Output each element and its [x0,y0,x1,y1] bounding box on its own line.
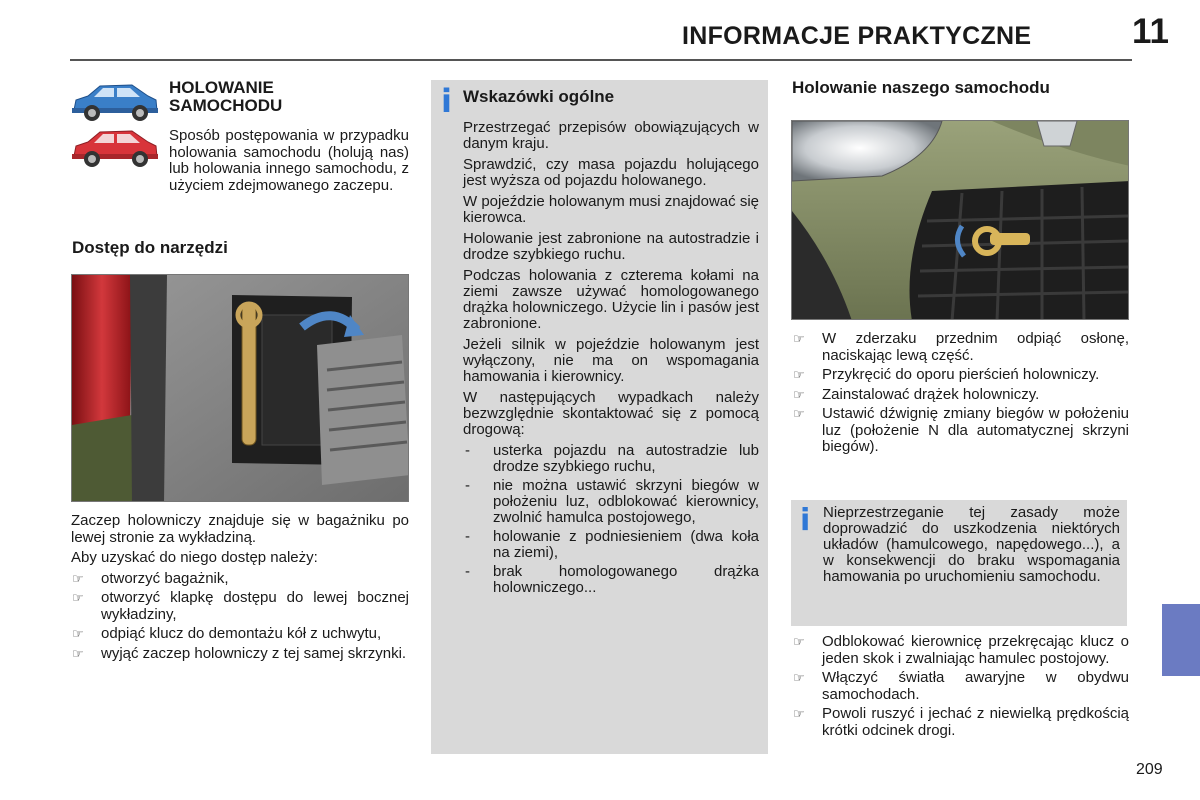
list-item: - nie można ustawić skrzyni biegów w położeniu luz, odblokować kierownicy, zwolnić hamulca postojowego, [465,477,759,526]
tip-paragraph: Holowanie jest zabronione na autostradzie i drodze szybkiego ruchu. [463,230,759,263]
tools-access-heading: Dostęp do narzędzi [72,238,228,257]
list-item: ☞ W zderzaku przednim odpiąć osłonę, naciskając lewą część. [793,330,1129,364]
general-tips-title: Wskazówki ogólne [463,87,615,106]
towing-own-car-heading: Holowanie naszego samochodu [792,78,1050,97]
tip-paragraph: Sprawdzić, czy masa pojazdu holującego jest wyższa od pojazdu holowanego. [463,156,759,189]
list-item: ☞ Powoli ruszyć i jechać z niewielką prędkością krótki odcinek drogi. [793,705,1129,739]
access-paragraph: Aby uzyskać do niego dostęp należy: [71,549,318,566]
list-item: ☞ Włączyć światła awaryjne w obydwu samochodach. [793,669,1129,703]
roadside-cases-list [463,443,759,596]
list-item: - holowanie z podniesieniem (dwa koła na ziemi), [465,528,759,561]
list-item: ☞ Zainstalować drążek holowniczy. [793,385,1040,403]
red-car-icon [70,126,160,170]
tip-paragraph: W pojeździe holowanym musi znajdować się kierowca. [463,193,759,226]
location-paragraph: Zaczep holowniczy znajduje się w bagażniku po lewej stronie za wykładziną. [71,512,409,546]
pointing-hand-icon: ☞ [793,367,805,382]
pointing-hand-icon: ☞ [72,590,84,605]
list-item: ☞ wyjąć zaczep holowniczy z tej samej skrzynki. [72,644,407,662]
towing-steps-list-a [792,331,1129,456]
chapter-number: 11 [1132,12,1169,51]
pointing-hand-icon: ☞ [72,570,84,586]
front-bumper-tow-ring-photo [791,120,1129,320]
access-steps-list [71,571,409,663]
section-title-towing: HOLOWANIE SAMOCHODU [169,78,283,115]
tip-paragraph: Jeżeli silnik w pojeździe holowanym jest wyłączony, nie ma on wspomagania hamowania i kierownicy. [463,336,759,385]
list-item: ☞ odpiąć klucz do demontażu kół z uchwytu, [72,625,382,642]
general-tips-body [463,120,759,599]
list-item: - brak homologowanego drążka holowniczego... [465,563,759,596]
list-item: ☞ Przykręcić do oporu pierścień holowniczy. [793,366,1100,383]
pointing-hand-icon: ☞ [793,706,805,721]
list-item: ☞ otworzyć bagażnik, [72,569,229,587]
towing-intro-text: Sposób postępowania w przypadku holowania samochodu (holują nas) lub holowania innego samochodu, z użyciem zdejmowanego zaczepu. [169,127,409,194]
pointing-hand-icon: ☞ [793,406,805,421]
info-icon: i [800,503,811,538]
list-item: ☞ Odblokować kierownicę przekręcając klucz o jeden skok i zwalniając hamulec postojowy. [793,633,1129,667]
pointing-hand-icon: ☞ [72,626,84,641]
trunk-tow-eye-photo [71,274,409,502]
list-item: ☞ Ustawić dźwignię zmiany biegów w położeniu luz (położenie N dla automatycznej skrzyni biegów). [793,405,1129,455]
pointing-hand-icon: ☞ [793,670,805,685]
page-header-title: INFORMACJE PRAKTYCZNE [682,22,1032,50]
pointing-hand-icon: ☞ [793,386,805,402]
list-item: - usterka pojazdu na autostradzie lub drodze szybkiego ruchu, [465,442,759,475]
page-number: 209 [1136,761,1163,778]
towing-steps-list-b [792,634,1129,739]
towing-steps-b [792,634,1129,742]
header-rule [70,59,1132,61]
warning-text: Nieprzestrzeganie tej zasady może doprowadzić do uszkodzenia niektórych układów (hamulcowego, napędowego...), a w konsekwencji do braku wspomagania hamowania po uruchomieniu samochodu. [823,504,1120,585]
tip-paragraph: Przestrzegać przepisów obowiązujących w danym kraju. [463,119,759,152]
tip-paragraph: Podczas holowania z czterema kołami na ziemi zawsze używać homologowanego drążka holowniczego. Użycie lin i pasów jest zabronione. [463,267,759,332]
towing-steps-a [792,331,1129,459]
blue-car-icon [70,80,160,124]
info-icon: i [441,82,452,120]
chapter-tab [1162,604,1200,676]
tip-paragraph: W następujących wypadkach należy bezwzględnie skontaktować się z pomocą drogową: [463,389,759,438]
pointing-hand-icon: ☞ [793,331,805,346]
list-item: ☞ otworzyć klapkę dostępu do lewej bocznej wykładziny, [72,589,409,623]
pointing-hand-icon: ☞ [793,634,805,649]
pointing-hand-icon: ☞ [72,645,84,661]
tow-eye-location-text [71,513,409,665]
